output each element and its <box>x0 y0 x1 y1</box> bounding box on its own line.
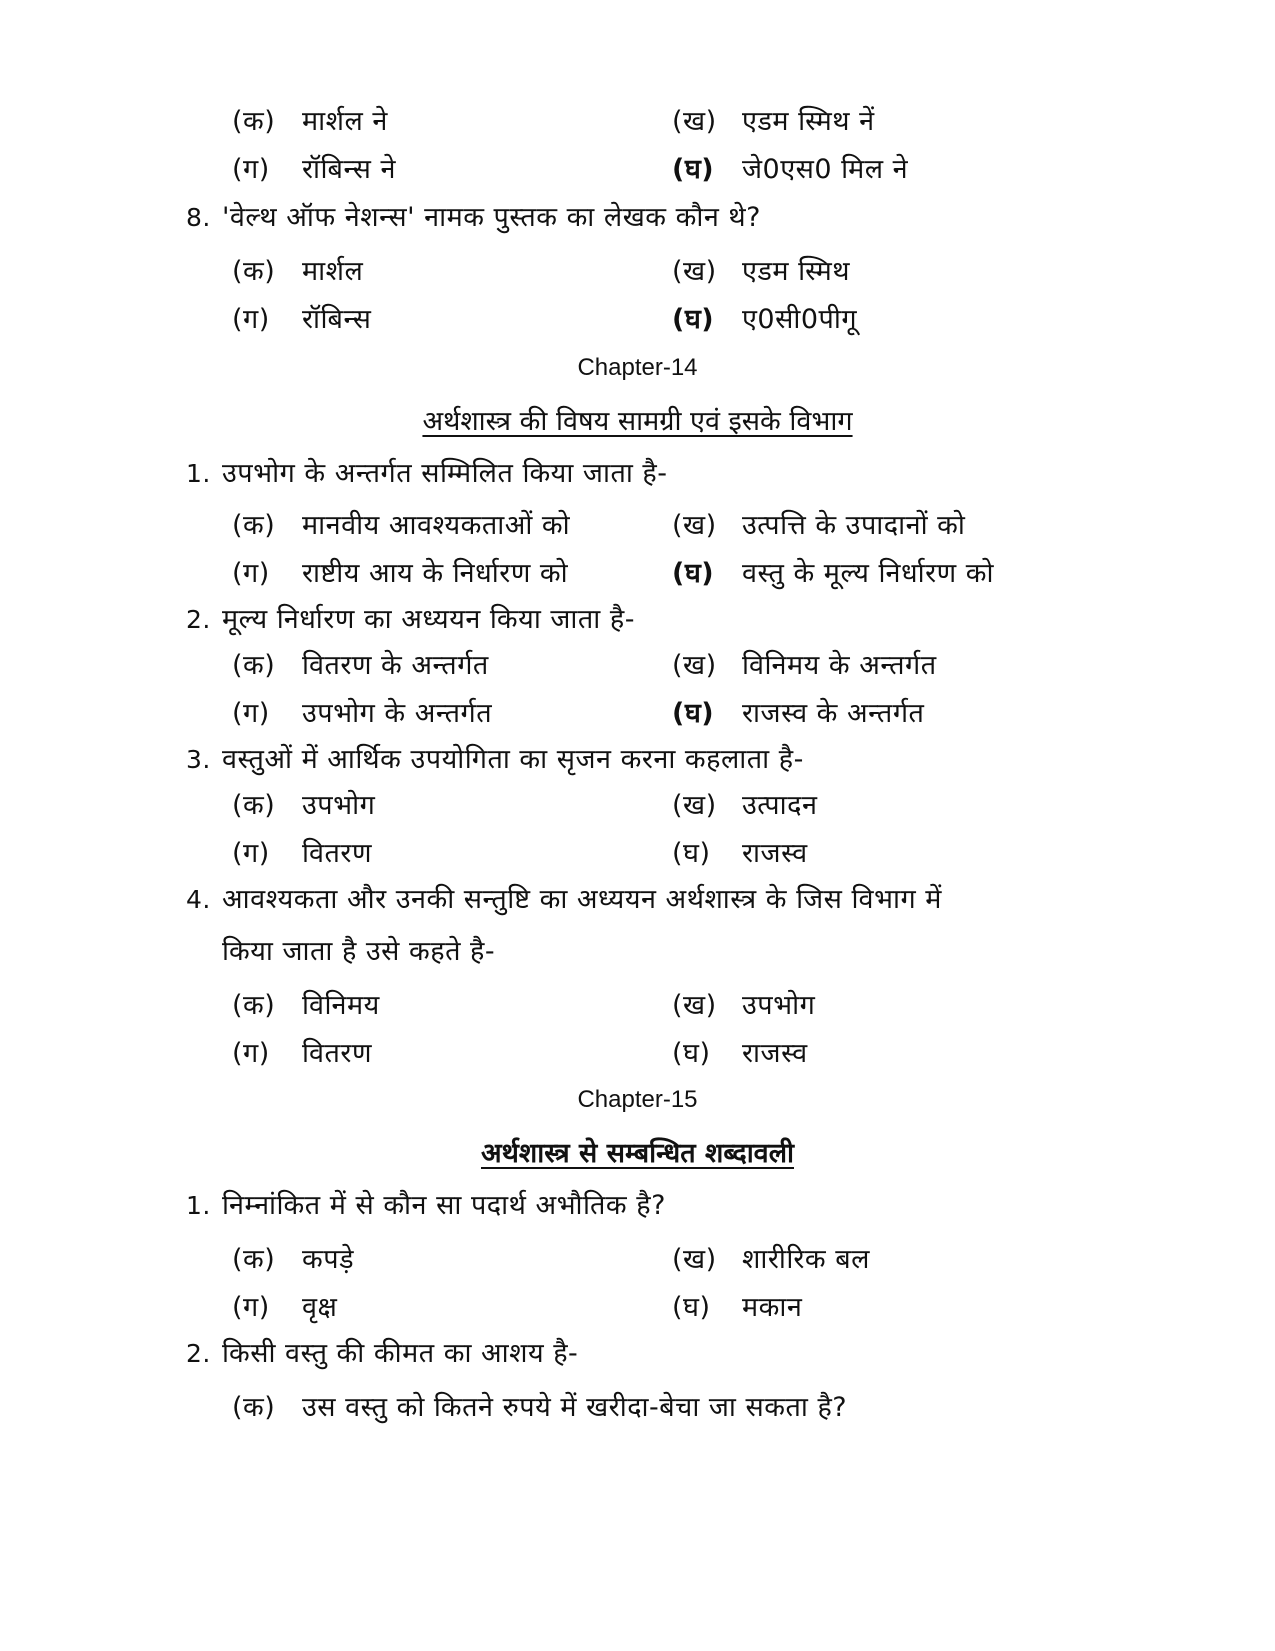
option-text: मार्शल ने <box>302 106 388 137</box>
chapter-title <box>0 1136 1275 1172</box>
option-label: (ग) <box>232 1038 270 1069</box>
option-label: (ग) <box>232 304 270 335</box>
option-label: (घ) <box>672 558 715 589</box>
question-number: 2. <box>186 605 211 634</box>
question-text: मूल्य निर्धारण का अध्ययन किया जाता है- <box>222 604 635 635</box>
option-text: वस्तु के मूल्य निर्धारण को <box>742 558 994 589</box>
option-label: (ख) <box>672 256 717 287</box>
question-number: 3. <box>186 745 211 774</box>
option-text: वृक्ष <box>302 1292 338 1323</box>
option-text: विनिमय के अन्तर्गत <box>742 650 937 681</box>
option-label: (क) <box>232 256 276 287</box>
option-label: (ख) <box>672 106 717 137</box>
option-text: उत्पादन <box>742 790 818 821</box>
option-label: (ख) <box>672 650 717 681</box>
option-text: राष्टीय आय के निर्धारण को <box>302 558 569 589</box>
option-text: रॉबिन्स ने <box>302 154 396 185</box>
option-label: (ग) <box>232 1292 270 1323</box>
option-label: (ग) <box>232 838 270 869</box>
chapter-title-text: अर्थशास्त्र से सम्बन्धित शब्दावली <box>481 1138 794 1169</box>
option-text: उपभोग <box>302 790 376 821</box>
option-text: मानवीय आवश्यकताओं को <box>302 510 571 541</box>
option-text: राजस्व <box>742 1038 808 1069</box>
option-text: राजस्व <box>742 838 808 869</box>
question-number: 4. <box>186 885 211 914</box>
question-number: 1. <box>186 1191 211 1220</box>
chapter-heading: Chapter-15 <box>577 1086 698 1113</box>
option-label: (घ) <box>672 1038 711 1069</box>
option-label: (ग) <box>232 698 270 729</box>
question-text: किसी वस्तु की कीमत का आशय है- <box>222 1338 579 1369</box>
chapter-title-text: अर्थशास्त्र की विषय सामग्री एवं इसके विभाग <box>422 406 853 437</box>
option-label: (क) <box>232 1244 276 1275</box>
question-number: 1. <box>186 459 211 488</box>
option-label: (ग) <box>232 558 270 589</box>
question-text: आवश्यकता और उनकी सन्तुष्टि का अध्ययन अर्थशास्त्र के जिस विभाग में <box>222 884 942 915</box>
option-label: (क) <box>232 650 276 681</box>
option-text: राजस्व के अन्तर्गत <box>742 698 925 729</box>
option-text: उपभोग <box>742 990 816 1021</box>
question-text-continued: किया जाता है उसे कहते है- <box>222 936 496 967</box>
option-label: (ख) <box>672 990 717 1021</box>
option-text: ए0सी0पीगू <box>742 304 858 335</box>
option-text: उपभोग के अन्तर्गत <box>302 698 493 729</box>
option-text: मार्शल <box>302 256 364 287</box>
option-label: (क) <box>232 510 276 541</box>
option-text: रॉबिन्स <box>302 304 372 335</box>
option-label: (ग) <box>232 154 270 185</box>
option-label: (क) <box>232 990 276 1021</box>
option-text: विनिमय <box>302 990 380 1021</box>
question-number: 8. <box>186 203 211 232</box>
option-label: (घ) <box>672 1292 711 1323</box>
option-label: (घ) <box>672 304 715 335</box>
option-text: उस वस्तु को कितने रुपये में खरीदा-बेचा जा सकता है? <box>302 1392 848 1423</box>
option-label: (घ) <box>672 154 715 185</box>
option-text: वितरण <box>302 838 372 869</box>
option-text: वितरण के अन्तर्गत <box>302 650 489 681</box>
option-text: कपड़े <box>302 1244 355 1275</box>
option-text: शारीरिक बल <box>742 1244 870 1275</box>
chapter-title <box>0 404 1275 440</box>
option-text: एडम स्मिथ नें <box>742 106 875 137</box>
question-text: निम्नांकित में से कौन सा पदार्थ अभौतिक है? <box>222 1190 666 1221</box>
option-label: (क) <box>232 106 276 137</box>
option-label: (ख) <box>672 1244 717 1275</box>
option-label: (क) <box>232 1392 276 1423</box>
chapter-heading: Chapter-14 <box>577 354 698 381</box>
option-label: (ख) <box>672 790 717 821</box>
option-text: मकान <box>742 1292 803 1323</box>
option-label: (घ) <box>672 698 715 729</box>
option-label: (ख) <box>672 510 717 541</box>
option-text: जे0एस0 मिल ने <box>742 154 909 185</box>
option-label: (क) <box>232 790 276 821</box>
question-text: उपभोग के अन्तर्गत सम्मिलित किया जाता है- <box>222 458 668 489</box>
question-text: 'वेल्थ ऑफ नेशन्स' नामक पुस्तक का लेखक कौन थे? <box>222 202 761 233</box>
option-text: उत्पत्ति के उपादानों को <box>742 510 966 541</box>
option-label: (घ) <box>672 838 711 869</box>
question-text: वस्तुओं में आर्थिक उपयोगिता का सृजन करना कहलाता है- <box>222 744 804 775</box>
question-number: 2. <box>186 1339 211 1368</box>
option-text: एडम स्मिथ <box>742 256 850 287</box>
option-text: वितरण <box>302 1038 372 1069</box>
